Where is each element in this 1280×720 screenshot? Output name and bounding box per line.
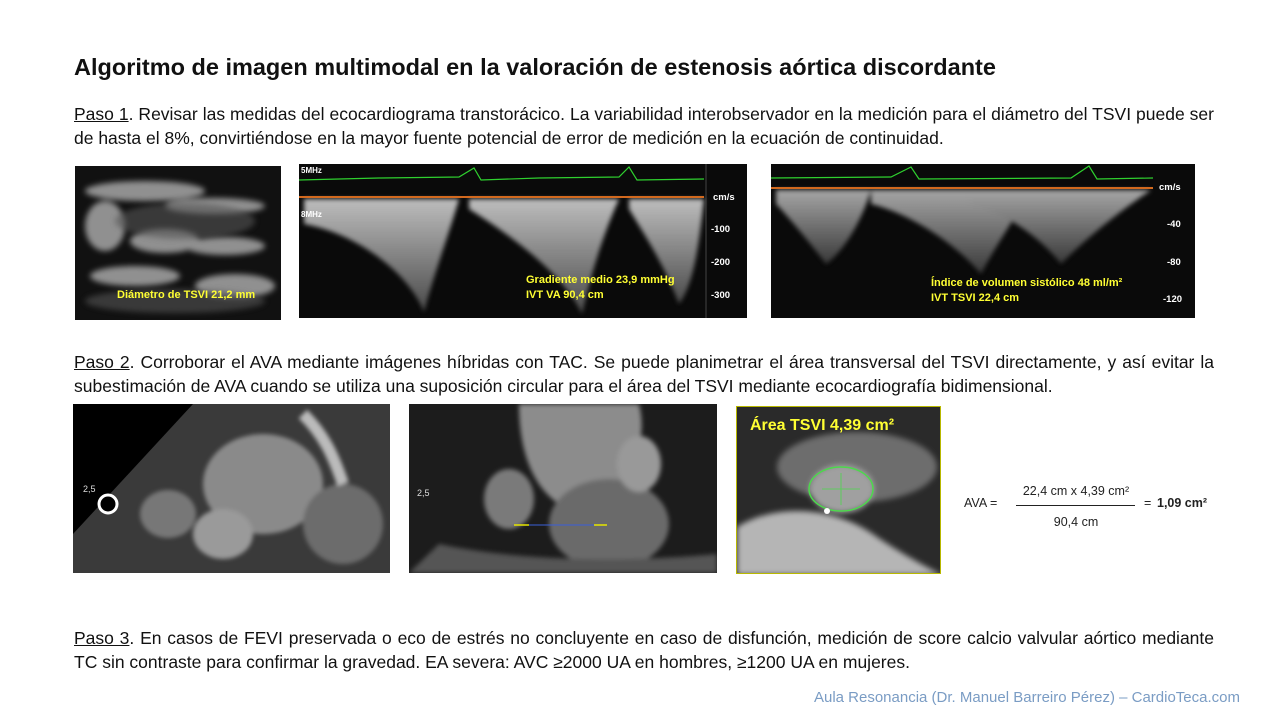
ct1-scale-label: 2,5 xyxy=(83,484,96,494)
probe-freq-2: 8MHz xyxy=(301,210,322,219)
doppler1-tick: -200 xyxy=(711,257,731,268)
ivt-tsvi-label: IVT TSVI 22,4 cm xyxy=(931,292,1020,304)
lvot-area-label: Área TSVI 4,39 cm² xyxy=(750,417,895,434)
footer-credit: Aula Resonancia (Dr. Manuel Barreiro Pérez) – CardioTeca.com xyxy=(813,689,1240,706)
stroke-volume-index-label: Índice de volumen sistólico 48 ml/m² xyxy=(931,277,1123,289)
echo-2d-image xyxy=(75,166,281,320)
ct-image-coronal xyxy=(409,404,717,573)
doppler2-tick: -40 xyxy=(1167,219,1181,230)
ivt-va-label: IVT VA 90,4 cm xyxy=(526,289,604,301)
step1-label: Paso 1 xyxy=(74,104,129,124)
step1-text: . Revisar las medidas del ecocardiograma transtorácico. La variabilidad interobservador en la medición para el diámetro del TSVI puede ser de hasta el 8%, convirtiéndose en la mayor fuente potencial de error de medición en la ecuación de continuidad. xyxy=(74,104,1214,148)
step3-label: Paso 3 xyxy=(74,628,130,648)
formula-numerator: 22,4 cm x 4,39 cm² xyxy=(1022,484,1130,498)
step3-text: . En casos de FEVI preservada o eco de estrés no concluyente en caso de disfunción, medición de score calcio valvular aórtico mediante TC sin contraste para confirmar la gravedad. EA severa: AVC ≥2000 UA en hombres, ≥1200 UA en mujeres. xyxy=(74,628,1215,672)
ct-lvot-area-image xyxy=(736,406,941,574)
ct-image-oblique xyxy=(73,404,390,573)
formula-lhs: AVA = xyxy=(964,496,998,510)
doppler-aortic-valve-image xyxy=(299,164,747,318)
doppler1-units: cm/s xyxy=(713,192,735,203)
doppler-lvot-image xyxy=(771,164,1195,318)
page-title: Algoritmo de imagen multimodal en la valoración de estenosis aórtica discordante xyxy=(74,54,996,80)
step2-paragraph xyxy=(74,350,1214,398)
doppler2-tick: -120 xyxy=(1163,294,1183,305)
doppler1-tick: -300 xyxy=(711,290,731,301)
step2-text: . Corroborar el AVA mediante imágenes híbridas con TAC. Se puede planimetrar el área transversal del TSVI directamente, y así evitar la subestimación de AVA cuando se utiliza una suposición circular para el área del TSVI mediante ecocardiografía bidimensional. xyxy=(74,352,1214,396)
fraction-bar xyxy=(1016,505,1135,506)
probe-freq-1: 5MHz xyxy=(301,166,322,175)
doppler2-tick: -80 xyxy=(1167,257,1181,268)
ct2-scale-label: 2,5 xyxy=(417,488,430,498)
mean-gradient-label: Gradiente medio 23,9 mmHg xyxy=(526,274,675,286)
formula-denominator: 90,4 cm xyxy=(1053,515,1099,529)
tsvi-diameter-label: Diámetro de TSVI 21,2 mm xyxy=(117,289,256,301)
formula-equals: = xyxy=(1144,496,1152,510)
doppler1-tick: -100 xyxy=(711,224,731,235)
step3-paragraph xyxy=(74,626,1214,674)
formula-result: 1,09 cm² xyxy=(1157,496,1208,510)
doppler2-units: cm/s xyxy=(1159,182,1181,193)
step1-paragraph xyxy=(74,102,1214,150)
step2-label: Paso 2 xyxy=(74,352,130,372)
